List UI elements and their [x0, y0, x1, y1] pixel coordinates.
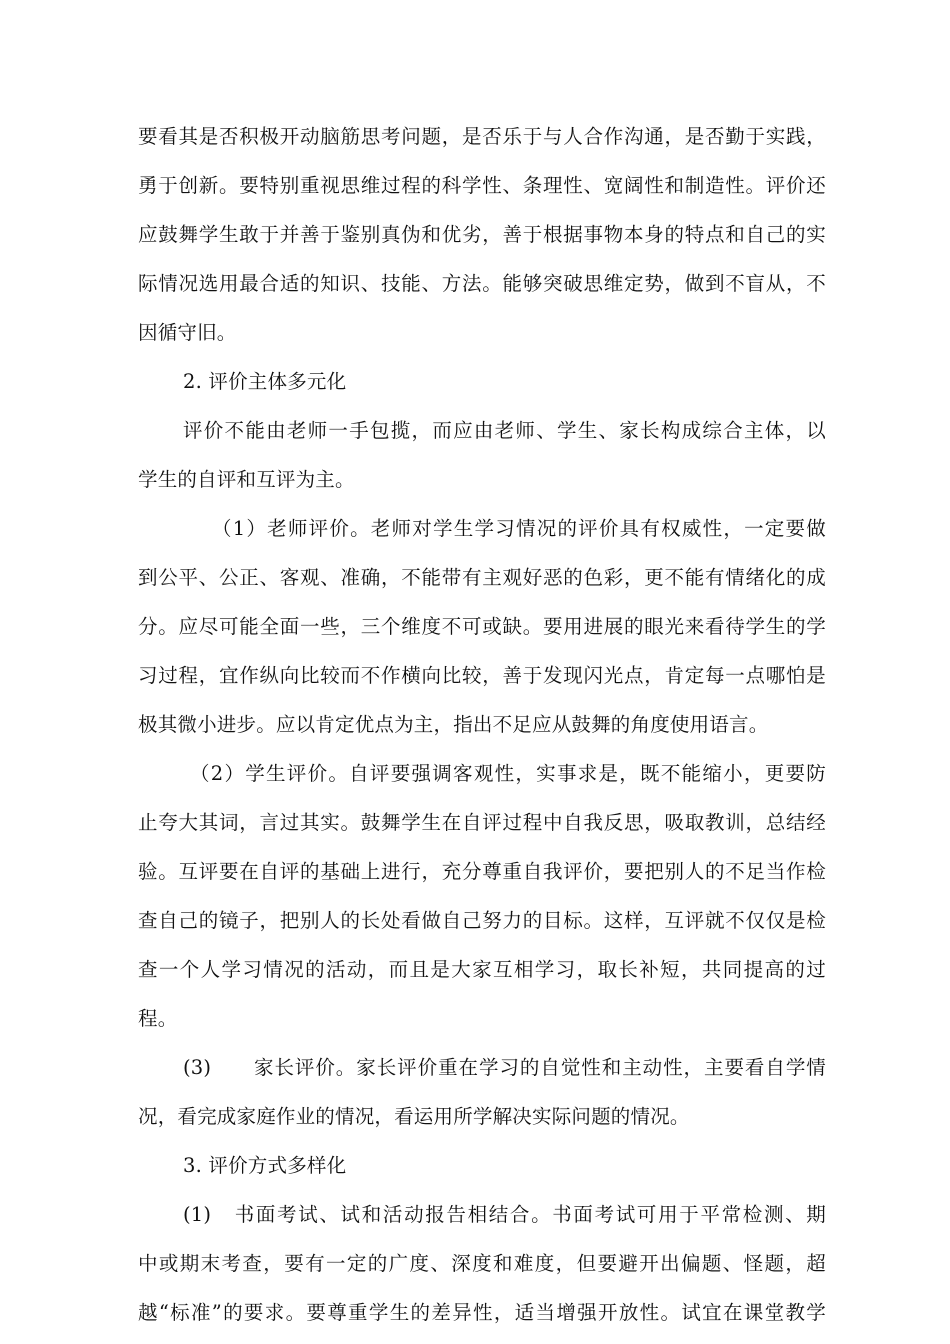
paragraph-line: 要看其是否积极开动脑筋思考问题，是否乐于与人合作沟通，是否勤于实践，	[138, 125, 826, 148]
paragraph-line: 验。互评要在自评的基础上进行，充分尊重自我评价，要把别人的不足当作检	[138, 860, 826, 883]
paragraph-line	[183, 1055, 826, 1081]
paragraph-line: 学生的自评和互评为主。	[138, 468, 355, 491]
paragraph-line: 程。	[138, 1007, 178, 1030]
paragraph-line: 中或期末考查，要有一定的广度、深度和难度，但要避开出偏题、怪题，超	[138, 1252, 826, 1275]
paragraph-line: 到公平、公正、客观、准确，不能带有主观好恶的色彩，更不能有情绪化的成	[138, 566, 826, 589]
paragraph-line: 评价不能由老师一手包揽，而应由老师、学生、家长构成综合主体，以	[183, 419, 826, 442]
section-heading: 3. 评价方式多样化	[183, 1154, 347, 1177]
paragraph-line: 极其微小进步。应以肯定优点为主，指出不足应从鼓舞的角度使用语言。	[138, 713, 769, 736]
paragraph-line: 勇于创新。要特别重视思维过程的科学性、条理性、宽阔性和制造性。评价还	[138, 174, 826, 197]
paragraph-text: 书面考试、试和活动报告相结合。书面考试可用于平常检测、期	[233, 1203, 826, 1226]
paragraph-text: 家长评价。家长评价重在学习的自觉性和主动性，主要看自学情	[253, 1056, 826, 1079]
paragraph-line: 查自己的镜子，把别人的长处看做自己努力的目标。这样，互评就不仅仅是检	[138, 909, 826, 932]
list-marker: (1)	[183, 1203, 212, 1226]
paragraph-line: （2）学生评价。自评要强调客观性，实事求是，既不能缩小，更要防	[190, 762, 826, 785]
paragraph-line: 越“标准”的要求。要尊重学生的差异性，适当增强开放性。试宜在课堂教学	[138, 1301, 826, 1324]
paragraph-line: 习过程，宜作纵向比较而不作横向比较，善于发现闪光点，肯定每一点哪怕是	[138, 664, 826, 687]
list-marker: (3)	[183, 1056, 212, 1079]
paragraph-line: 应鼓舞学生敢于并善于鉴别真伪和优劣，善于根据事物本身的特点和自己的实	[138, 223, 826, 246]
paragraph-line: （1）老师评价。老师对学生学习情况的评价具有权威性，一定要做	[212, 517, 826, 540]
paragraph-line	[183, 1202, 826, 1228]
paragraph-line: 查一个人学习情况的活动，而且是大家互相学习，取长补短，共同提高的过	[138, 958, 826, 981]
paragraph-line: 分。应尽可能全面一些，三个维度不可或缺。要用进展的眼光来看待学生的学	[138, 615, 826, 638]
paragraph-line: 因循守旧。	[138, 321, 237, 344]
paragraph-line: 止夸大其词，言过其实。鼓舞学生在自评过程中自我反思，吸取教训，总结经	[138, 811, 826, 834]
paragraph-line: 况，看完成家庭作业的情况，看运用所学解决实际问题的情况。	[138, 1105, 690, 1128]
paragraph-line: 际情况选用最合适的知识、技能、方法。能够突破思维定势，做到不盲从，不	[138, 272, 826, 295]
section-heading: 2. 评价主体多元化	[183, 370, 347, 393]
